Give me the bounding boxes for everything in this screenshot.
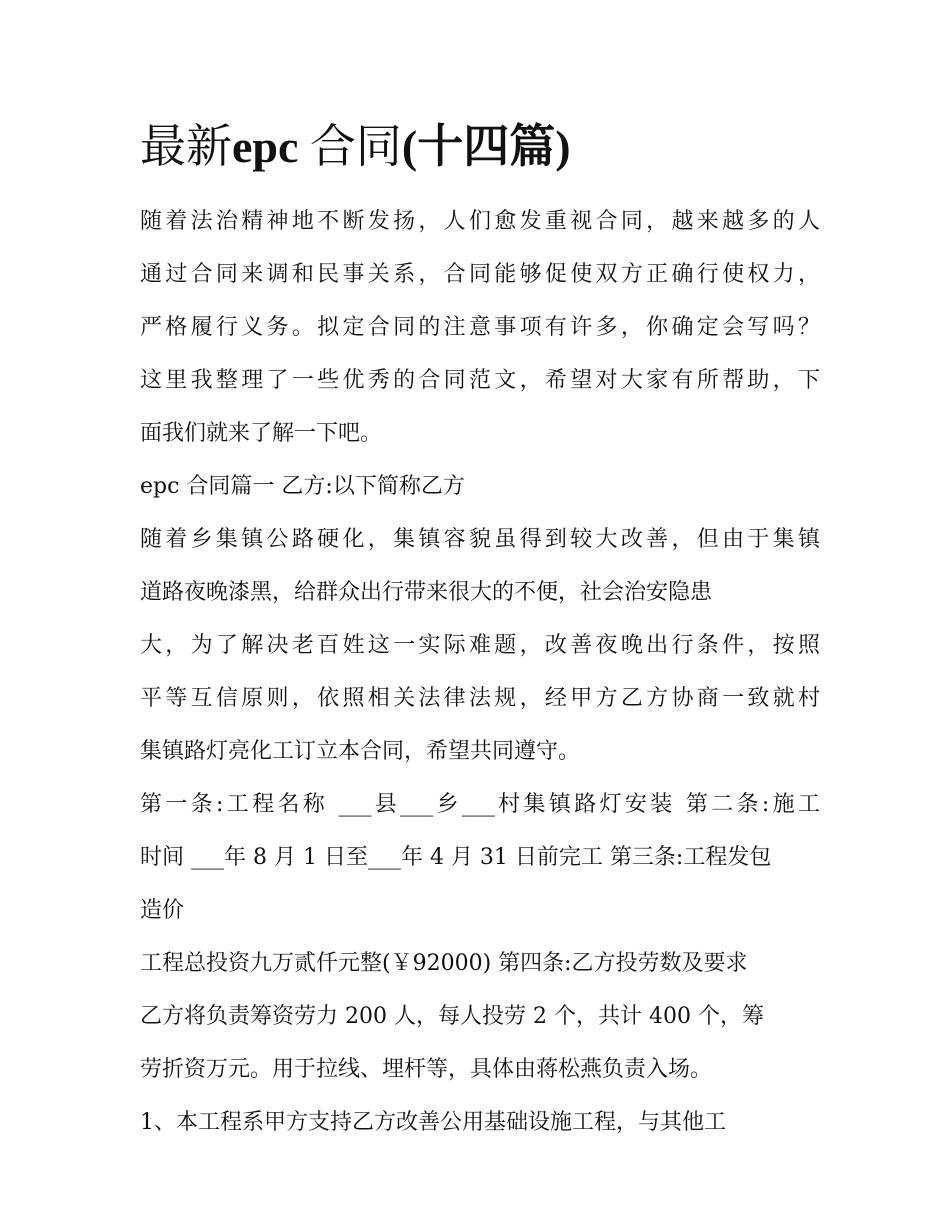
body-line: 通过合同来调和民事关系，合同能够促使双方正确行使权力， (140, 262, 820, 287)
body-line: 造价 (140, 898, 185, 923)
body-line: 面我们就来了解一下吧。 (140, 421, 383, 446)
document-body (140, 195, 820, 1149)
body-line: 严格履行义务。拟定合同的注意事项有许多，你确定会写吗？ (140, 315, 820, 340)
title-suffix: 合同 (309, 121, 402, 172)
title-prefix: 最新 (140, 121, 232, 172)
title-paren: (十四篇) (401, 121, 571, 172)
body-line: 第一条:工程名称 ___县___乡___村集镇路灯安装 第二条:施工 (140, 792, 820, 817)
title-latin: epc (232, 121, 299, 172)
body-line: 集镇路灯亮化工订立本合同，希望共同遵守。 (140, 739, 581, 764)
body-line: 大，为了解决老百姓这一实际难题，改善夜晚出行条件，按照 (140, 633, 820, 658)
body-line: 这里我整理了一些优秀的合同范文，希望对大家有所帮助，下 (140, 368, 820, 393)
body-line: 随着法治精神地不断发扬，人们愈发重视合同，越来越多的人 (140, 209, 820, 234)
body-line: 1、本工程系甲方支持乙方改善公用基础设施工程，与其他工 (140, 1110, 726, 1135)
body-line: 平等互信原则，依照相关法律法规，经甲方乙方协商一致就村 (140, 686, 820, 711)
body-line: 劳折资万元。用于拉线、埋杆等，具体由蒋松燕负责入场。 (140, 1057, 713, 1082)
document-title (140, 118, 820, 176)
body-line: 随着乡集镇公路硬化，集镇容貌虽得到较大改善，但由于集镇 (140, 527, 820, 552)
body-line: 道路夜晚漆黑，给群众出行带来很大的不便，社会治安隐患 (140, 580, 713, 605)
body-line: 时间 ___年 8 月 1 日至___年 4 月 31 日前完工 第三条:工程发包 (140, 845, 772, 870)
body-line: 工程总投资九万贰仟元整(￥92000) 第四条:乙方投劳数及要求 (140, 951, 748, 976)
section-heading: epc 合同篇一 乙方:以下简称乙方 (140, 474, 465, 499)
body-line: 乙方将负责筹资劳力 200 人，每人投劳 2 个，共计 400 个，筹 (140, 1004, 764, 1029)
